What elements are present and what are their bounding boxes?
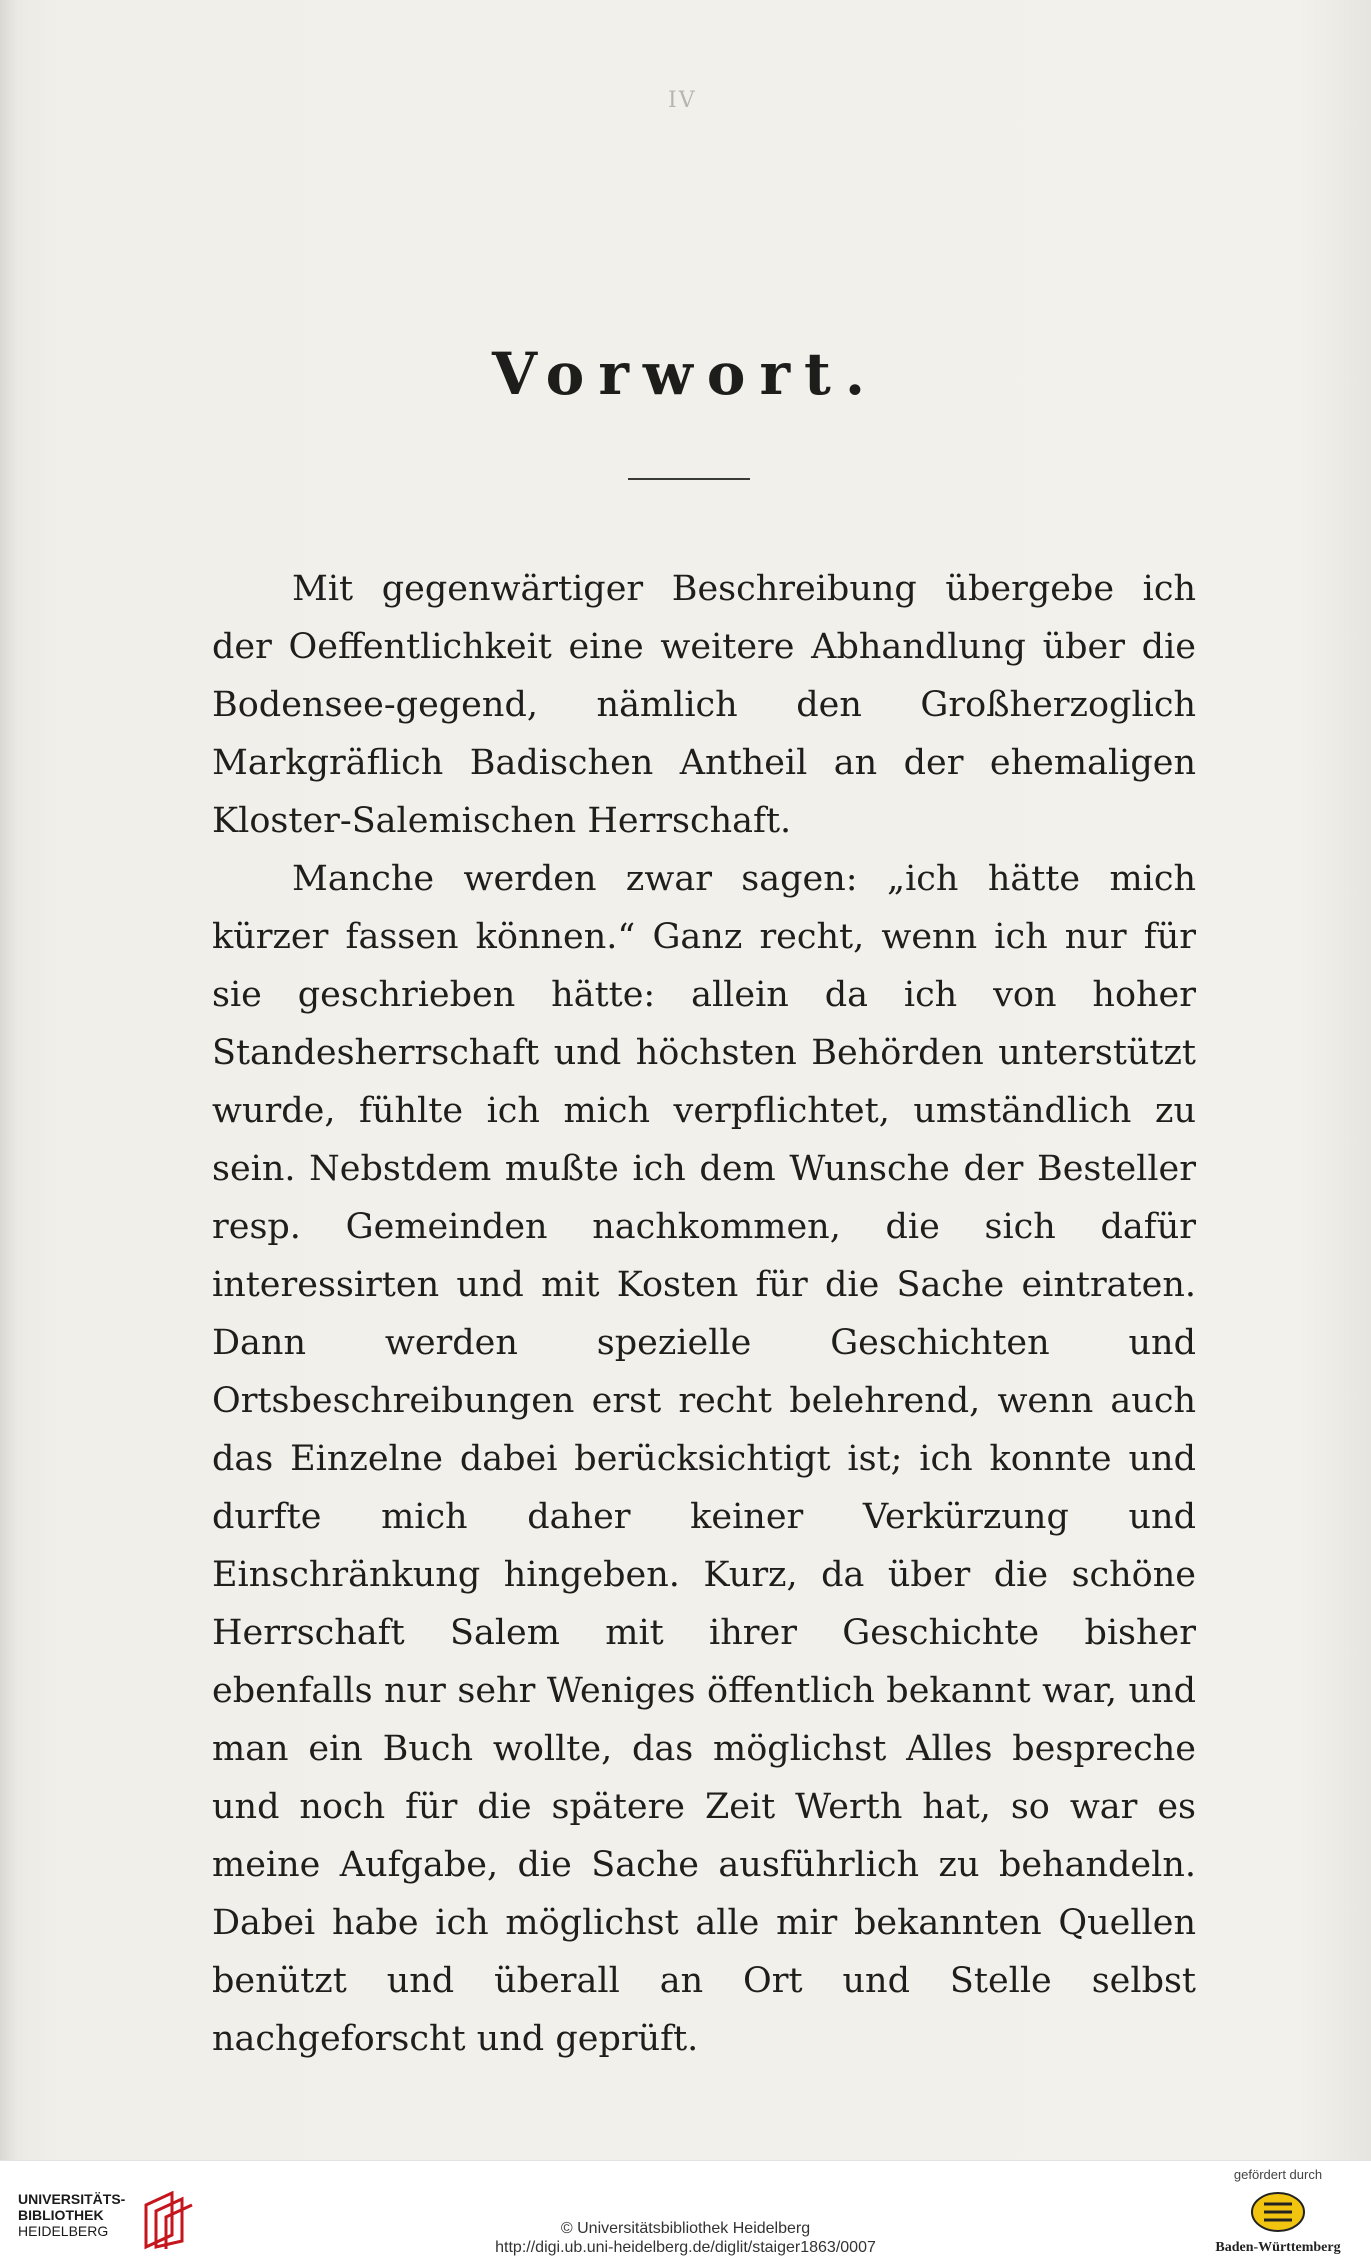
sponsor-label: gefördert durch <box>1233 2167 1323 2182</box>
sponsor-name: Baden-Württemberg <box>1215 2240 1341 2255</box>
footer-bar <box>0 2160 1371 2262</box>
state-seal-icon <box>1249 2190 1307 2234</box>
page-number: IV <box>668 88 697 113</box>
page-title: Vorwort. <box>491 340 880 408</box>
copyright-text: © Universitätsbibliothek Heidelberg <box>560 2220 811 2237</box>
library-name-line3: HEIDELBERG <box>18 2223 109 2239</box>
body-text <box>212 560 1196 2068</box>
sponsor-logo[interactable] <box>1198 2167 1358 2257</box>
permalink-url[interactable]: http://digi.ub.uni-heidelberg.de/diglit/staiger1863/0007 <box>495 2239 876 2256</box>
copyright-notice <box>0 2219 1371 2257</box>
title-divider <box>628 478 750 480</box>
paragraph-1: Mit gegenwärtiger Beschreibung übergebe ich der Oeffentlichkeit eine weitere Abhandlung über die Bodensee-gegend, nämlich den Großherzoglich Markgräflich Badischen Antheil an der ehemaligen Kloster-Salemischen Herrschaft. <box>212 569 1196 841</box>
paragraph-2: Manche werden zwar sagen: „ich hätte mich kürzer fassen können.“ Ganz recht, wenn ich nur für sie geschrieben hätte: allein da ich von hoher Standesherrschaft und höchsten Behörden unterstützt wurde, fühlte ich mich verpflichtet, umständlich zu sein. Nebstdem mußte ich dem Wunsche der Besteller resp. Gemeinden nachkommen, die sich dafür interessirten und mit Kosten für die Sache eintraten. Dann werden spezielle Geschichten und Ortsbeschreibungen erst recht belehrend, wenn auch das Einzelne dabei berücksichtigt ist; ich konnte und durfte mich daher keiner Verkürzung und Einschränkung hingeben. Kurz, da über die schöne Herrschaft Salem mit ihrer Geschichte bisher ebenfalls nur sehr Weniges öffentlich bekannt war, und man ein Buch wollte, das möglichst Alles bespreche und noch für die spätere Zeit Werth hat, so war es meine Aufgabe, die Sache ausführlich zu behandeln. Dabei habe ich möglichst alle mir bekannten Quellen benützt und überall an Ort und Stelle selbst nachgeforscht und geprüft. <box>212 859 1196 2059</box>
library-name-line2: BIBLIOTHEK <box>18 2207 104 2223</box>
library-name-line1: UNIVERSITÄTS- <box>18 2191 126 2207</box>
